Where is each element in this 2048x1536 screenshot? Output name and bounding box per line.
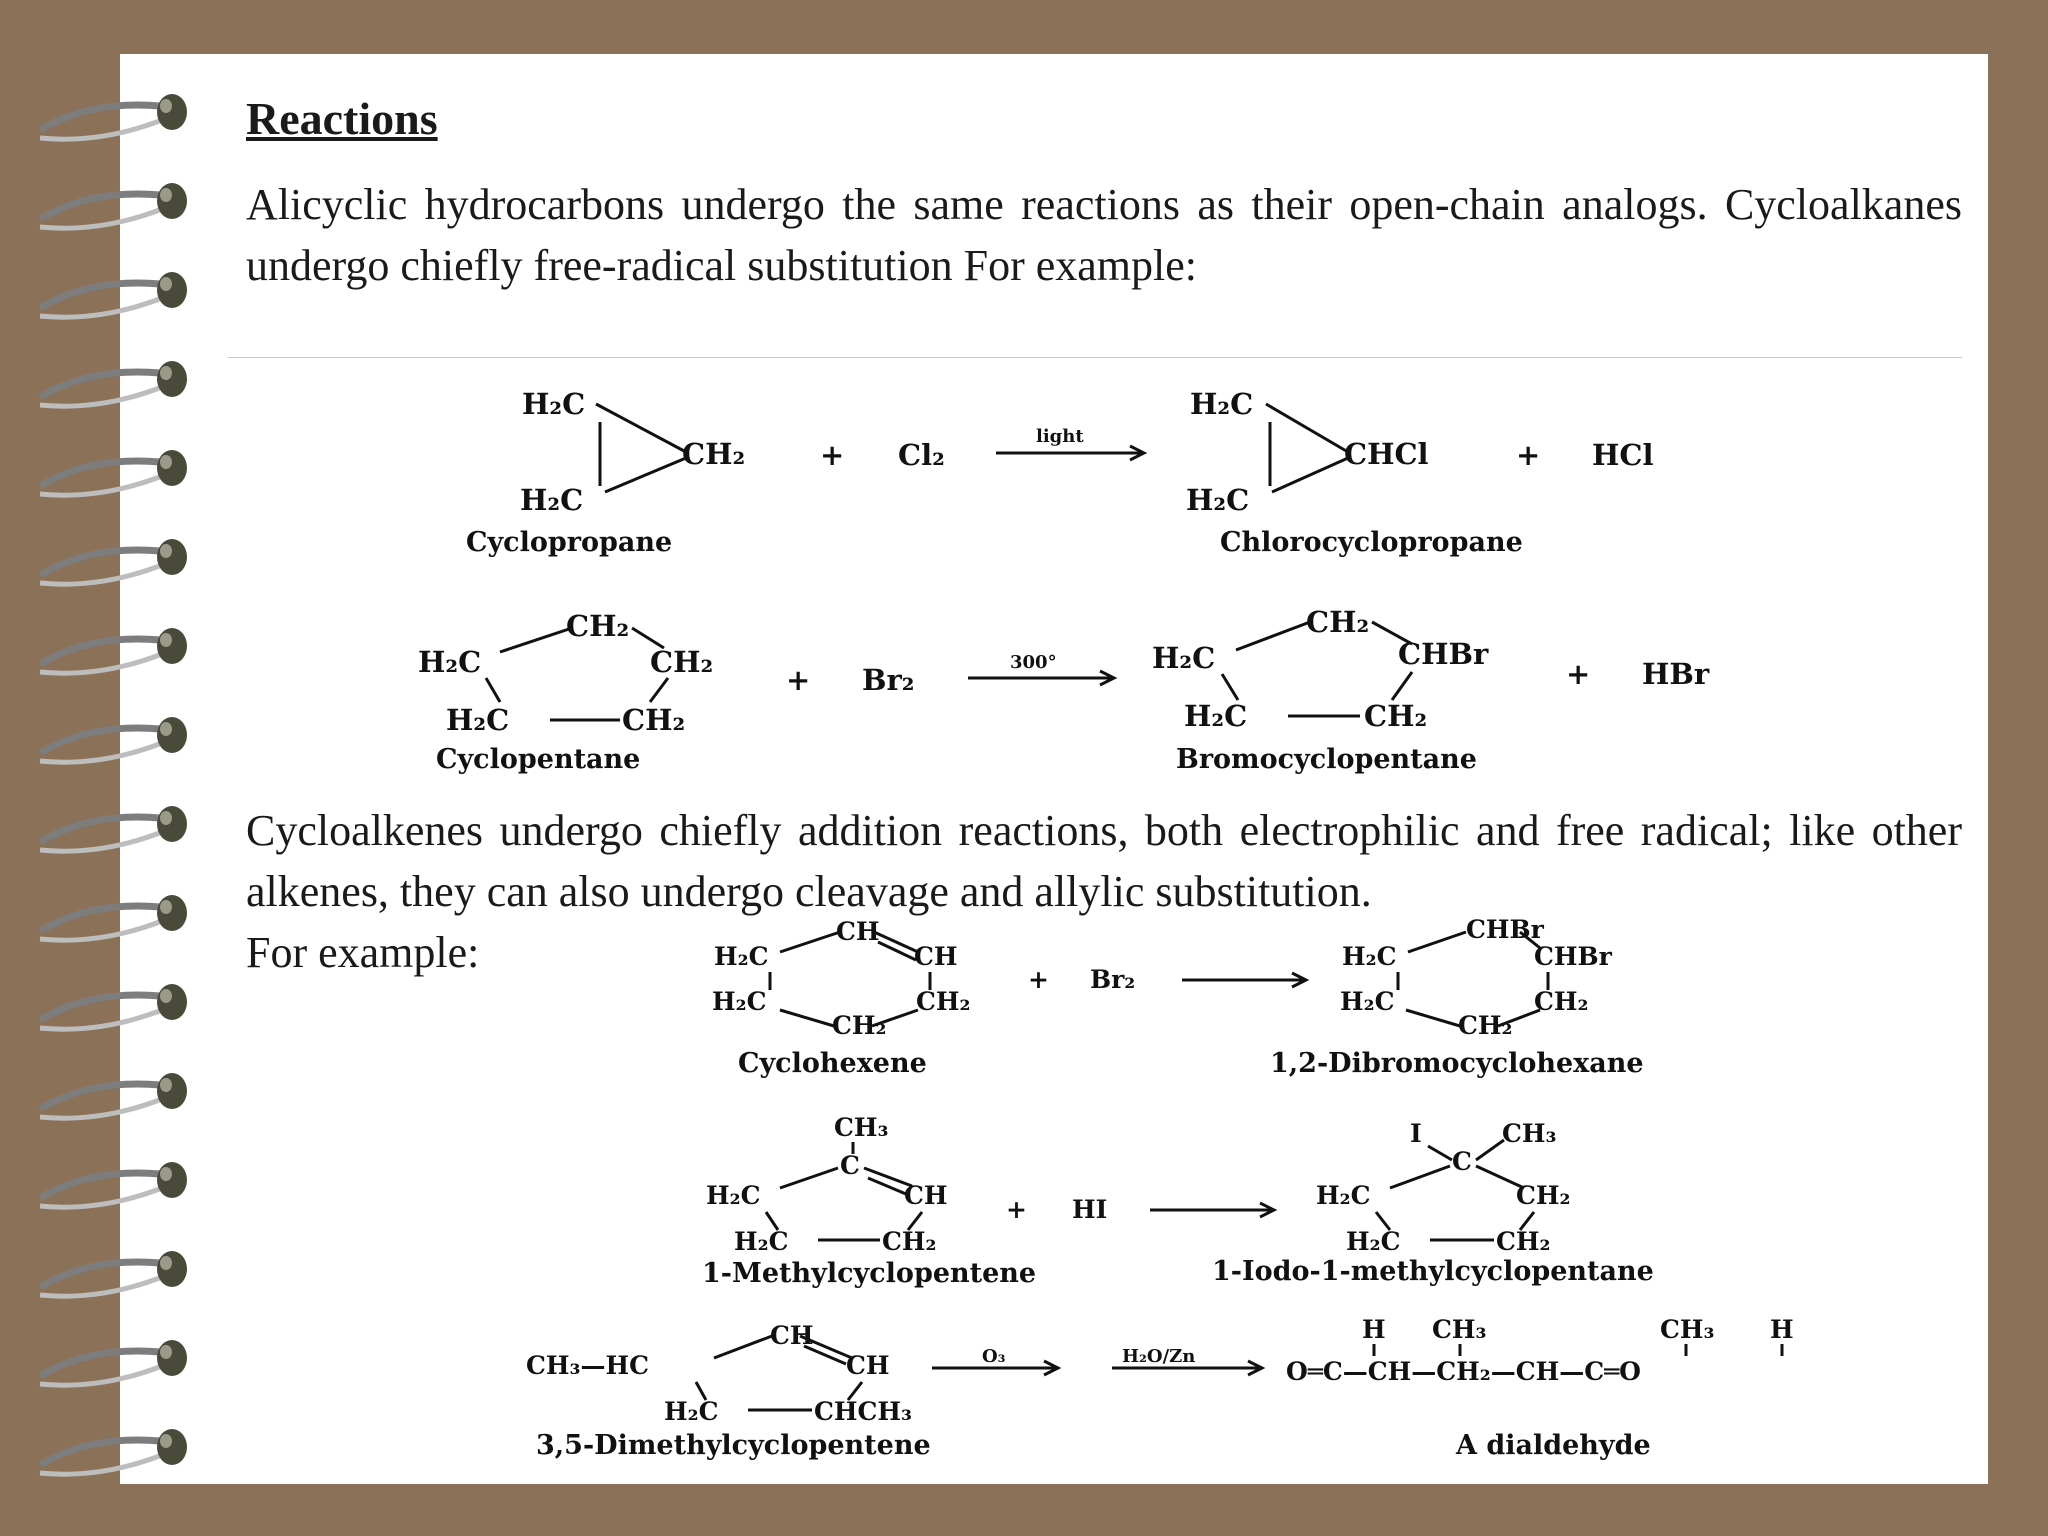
atom: CH₂ — [832, 1011, 887, 1040]
atom: CH₂ — [916, 987, 971, 1016]
atom: CHBr — [1398, 637, 1489, 671]
reagent: Br₂ — [1090, 965, 1136, 994]
reaction-methylcyclopentene — [702, 1113, 1654, 1289]
atom: H₂C — [522, 387, 586, 421]
atom: I — [1410, 1119, 1422, 1148]
atom: C — [1452, 1147, 1472, 1176]
atom: H₂C — [1342, 942, 1397, 971]
compound-name: 1,2-Dibromocyclohexane — [1270, 1048, 1644, 1079]
atom: H₂C — [1184, 699, 1248, 733]
atom: H₂C — [418, 645, 482, 679]
condition-label: light — [1036, 426, 1084, 447]
atom: H₂C — [706, 1181, 761, 1210]
compound-name: Cyclopentane — [436, 744, 641, 775]
atom: CH₂ — [566, 609, 630, 643]
condition-label: O₃ — [982, 1346, 1006, 1367]
compound-name: 3,5-Dimethylcyclopentene — [536, 1430, 931, 1461]
for-example-label: For example: — [246, 928, 480, 977]
compound-name: Cyclohexene — [738, 1048, 927, 1079]
atom: CH₂ — [1306, 605, 1370, 639]
plus-sign: + — [1566, 657, 1591, 691]
plus-sign: + — [1516, 438, 1541, 472]
plus-sign: + — [1006, 1195, 1027, 1224]
atom: CH₃—HC — [526, 1351, 649, 1380]
atom: CHCl — [1344, 437, 1429, 471]
atom: CH₂ — [1496, 1227, 1551, 1256]
product-chain: O═C—CH—CH₂—CH—C═O — [1286, 1357, 1641, 1386]
atom: H₂C — [1346, 1227, 1401, 1256]
byproduct: HBr — [1642, 657, 1710, 691]
atom: CH₃ — [1660, 1315, 1715, 1344]
cycloalkene-paragraph: Cycloalkenes undergo chiefly addition reactions, both electrophilic and free radical; like other alkenes, they can also undergo cleavage and allylic substitution. — [246, 806, 1962, 916]
reaction-cyclopropane — [466, 387, 1654, 558]
atom: CH₂ — [622, 703, 686, 737]
atom: C — [840, 1151, 860, 1180]
atom: H₂C — [712, 987, 767, 1016]
reagent: HI — [1072, 1195, 1108, 1224]
reaction-cyclohexene — [712, 915, 1644, 1079]
atom: H₂C — [1340, 987, 1395, 1016]
atom: H₂C — [1152, 641, 1216, 675]
condition-label: H₂O/Zn — [1122, 1346, 1196, 1367]
atom: H₂C — [734, 1227, 789, 1256]
atom: CH₂ — [882, 1227, 937, 1256]
atom: H₂C — [714, 942, 769, 971]
atom: CH₂ — [1458, 1011, 1513, 1040]
atom: H₂C — [1316, 1181, 1371, 1210]
plus-sign: + — [1028, 965, 1049, 994]
atom: H₂C — [664, 1397, 719, 1426]
atom: CH — [904, 1181, 948, 1210]
atom: CHCH₃ — [814, 1397, 912, 1426]
compound-name: 1-Methylcyclopentene — [702, 1258, 1037, 1289]
section-heading: Reactions — [246, 93, 438, 144]
condition-label: 300° — [1010, 652, 1057, 673]
atom: CH₂ — [650, 645, 714, 679]
atom: CH — [914, 942, 958, 971]
atom: CH₃ — [1502, 1119, 1557, 1148]
atom: CH₂ — [682, 437, 746, 471]
compound-name: A dialdehyde — [1456, 1430, 1651, 1461]
atom: CH — [770, 1321, 814, 1350]
reagent: Cl₂ — [898, 438, 945, 472]
atom: H — [1770, 1315, 1794, 1344]
compound-name: Cyclopropane — [466, 527, 673, 558]
compound-name: Chlorocyclopropane — [1220, 527, 1523, 558]
compound-name: Bromocyclopentane — [1176, 744, 1477, 775]
atom: CH₃ — [834, 1113, 889, 1142]
atom: CHBr — [1466, 915, 1544, 944]
atom: CHBr — [1534, 942, 1612, 971]
atom: CH₂ — [1364, 699, 1428, 733]
reagent: Br₂ — [862, 663, 915, 697]
atom: H₂C — [1190, 387, 1254, 421]
atom: H₂C — [520, 483, 584, 517]
atom: H — [1362, 1315, 1386, 1344]
atom: H₂C — [1186, 483, 1250, 517]
plus-sign: + — [786, 663, 811, 697]
intro-paragraph: Alicyclic hydrocarbons undergo the same reactions as their open-chain analogs. Cycloalkanes undergo chiefly free-radical substitution For example: — [246, 180, 1962, 290]
reaction-ozonolysis — [526, 1315, 1794, 1461]
atom: CH — [836, 917, 880, 946]
atom: CH₂ — [1516, 1181, 1571, 1210]
atom: CH₃ — [1432, 1315, 1487, 1344]
atom: CH₂ — [1534, 987, 1589, 1016]
reaction-cyclopentane — [418, 605, 1710, 775]
plus-sign: + — [820, 438, 845, 472]
atom: H₂C — [446, 703, 510, 737]
atom: CH — [846, 1351, 890, 1380]
compound-name: 1-Iodo-1-methylcyclopentane — [1212, 1256, 1654, 1287]
byproduct: HCl — [1592, 438, 1654, 472]
